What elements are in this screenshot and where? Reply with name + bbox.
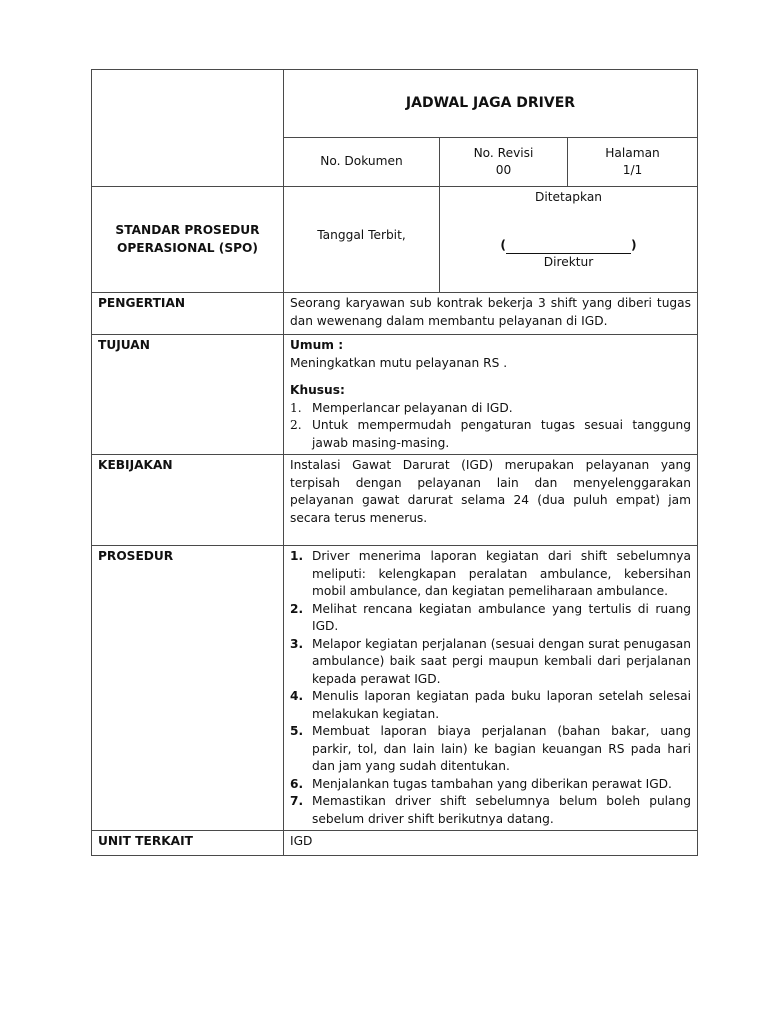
- list-item-text: Memperlancar pelayanan di IGD.: [312, 400, 513, 415]
- no-revisi-cell: [440, 138, 568, 187]
- list-item: [290, 688, 691, 723]
- list-item: [290, 400, 691, 418]
- kebijakan-text: Instalasi Gawat Darurat (IGD) merupakan pelayanan yang terpisah dengan pelayanan lain dan menyelenggarakan pelayanan gawat darurat selama 24 (dua puluh empat) jam secara terus menerus.: [284, 455, 698, 546]
- tujuan-umum-heading: Umum :: [290, 338, 344, 352]
- halaman-cell: [568, 138, 698, 187]
- list-item-number: 7.: [290, 794, 304, 808]
- list-item-number: 3.: [290, 636, 304, 651]
- prosedur-row: [92, 546, 698, 831]
- pengertian-label: PENGERTIAN: [92, 293, 284, 335]
- document-title: JADWAL JAGA DRIVER: [284, 70, 698, 138]
- list-item-number: 1.: [290, 400, 302, 415]
- prosedur-list: [290, 548, 691, 828]
- unit-terkait-row: [92, 831, 698, 856]
- list-item-text: Menulis laporan kegiatan pada buku laporan setelah selesai melakukan kegiatan.: [312, 689, 691, 721]
- prosedur-content: [284, 546, 698, 831]
- list-item-text: Untuk mempermudah pengaturan tugas sesuai tanggung jawab masing-masing.: [312, 418, 691, 450]
- list-item-number: 5.: [290, 724, 304, 738]
- spo-document-table: [91, 69, 698, 856]
- spo-title-line2: OPERASIONAL (SPO): [117, 240, 258, 255]
- list-item-text: Melihat rencana kegiatan ambulance yang tertulis di ruang IGD.: [312, 601, 691, 633]
- list-item-text: Memastikan driver shift sebelumnya belum boleh pulang sebelum driver shift berikutnya datang.: [312, 794, 691, 826]
- tujuan-umum-text: Meningkatkan mutu pelayanan RS .: [290, 355, 508, 370]
- no-dokumen-label: No. Dokumen: [320, 154, 403, 169]
- ditetapkan-cell: [440, 187, 698, 293]
- list-item-text: Driver menerima laporan kegiatan dari shift sebelumnya meliputi: kelengkapan peralatan ambulance, kebersihan mobil ambulance, dan kegiatan pemeliharaan ambulance.: [312, 549, 691, 598]
- spo-row: [92, 187, 698, 293]
- unit-terkait-label: UNIT TERKAIT: [92, 831, 284, 856]
- logo-area: [92, 70, 284, 187]
- tanggal-terbit-label: Tanggal Terbit,: [317, 227, 406, 242]
- tujuan-khusus-list: [290, 400, 691, 453]
- no-revisi-label: No. Revisi: [473, 145, 534, 160]
- tujuan-khusus-heading: Khusus:: [290, 383, 345, 397]
- list-item: [290, 776, 691, 794]
- tujuan-label: TUJUAN: [92, 335, 284, 455]
- tujuan-row: [92, 335, 698, 455]
- halaman-label: Halaman: [605, 145, 660, 160]
- header-title-row: [92, 70, 698, 138]
- pengertian-text: Seorang karyawan sub kontrak bekerja 3 shift yang diberi tugas dan wewenang dalam membantu pelayanan di IGD.: [284, 293, 698, 335]
- ditetapkan-label: Ditetapkan: [534, 190, 603, 204]
- list-item: [290, 548, 691, 601]
- list-item: [290, 601, 691, 636]
- pengertian-row: [92, 293, 698, 335]
- list-item: [290, 723, 691, 776]
- list-item: [290, 636, 691, 689]
- list-item-number: 1.: [290, 549, 304, 563]
- list-item-number: 2.: [290, 418, 302, 432]
- spo-title-cell: [92, 187, 284, 293]
- list-item-text: Melapor kegiatan perjalanan (sesuai dengan surat penugasan ambulance) baik saat pergi maupun kembali dari perjalanan kepada perawat IGD.: [312, 636, 691, 686]
- kebijakan-row: [92, 455, 698, 546]
- signature-line: [500, 237, 636, 255]
- list-item: [290, 793, 691, 828]
- direktur-label: Direktur: [543, 255, 594, 269]
- list-item-number: 6.: [290, 776, 304, 791]
- signature-open-paren: (: [500, 237, 506, 252]
- list-item-number: 2.: [290, 601, 304, 616]
- signature-blank: [506, 239, 631, 254]
- tanggal-terbit-cell: [284, 187, 440, 293]
- halaman-value: 1/1: [622, 163, 643, 177]
- unit-terkait-text: IGD: [284, 831, 698, 856]
- list-item: [290, 417, 691, 452]
- spo-title-line1: STANDAR PROSEDUR: [115, 223, 260, 237]
- signature-close-paren: ): [631, 237, 637, 252]
- no-revisi-value: 00: [495, 163, 512, 177]
- tujuan-content: [284, 335, 698, 455]
- no-dokumen-cell: [284, 138, 440, 187]
- list-item-number: 4.: [290, 689, 304, 703]
- kebijakan-label: KEBIJAKAN: [92, 455, 284, 546]
- prosedur-label: PROSEDUR: [92, 546, 284, 831]
- list-item-text: Membuat laporan biaya perjalanan (bahan bakar, uang parkir, tol, dan lain lain) ke bagian keuangan RS pada hari dan jam yang sudah ditentukan.: [312, 724, 691, 773]
- list-item-text: Menjalankan tugas tambahan yang diberikan perawat IGD.: [312, 776, 672, 791]
